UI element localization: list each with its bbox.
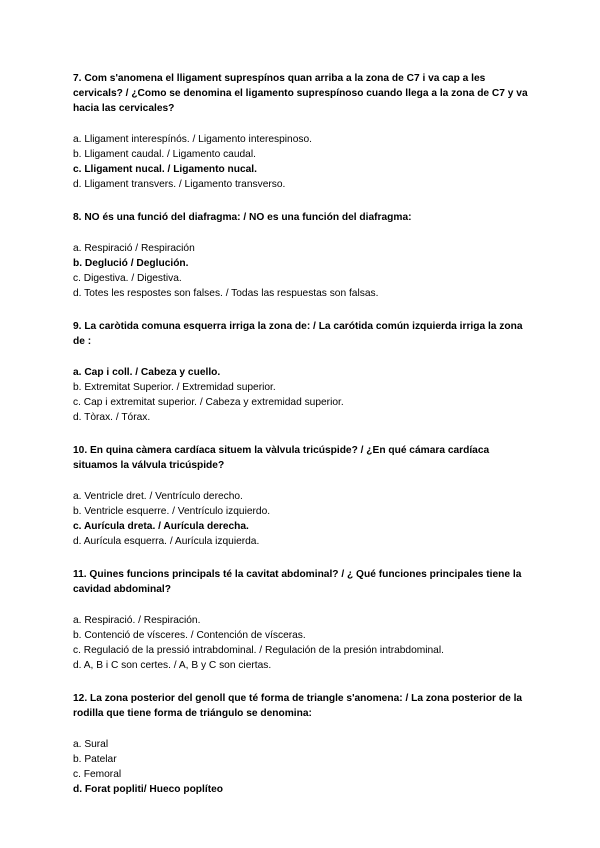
options-list <box>73 613 533 673</box>
option-d: d. Aurícula esquerra. / Aurícula izquierda. <box>73 536 260 547</box>
option-c: c. Regulació de la pressió intrabdominal. / Regulación de la presión intrabdominal. <box>73 645 444 656</box>
question-text: 11. Quines funcions principals té la cavitat abdominal? / ¿ Qué funciones principales tiene la cavidad abdominal? <box>73 569 522 595</box>
option-b: b. Deglució / Deglución. <box>73 258 189 269</box>
option-b: b. Extremitat Superior. / Extremidad superior. <box>73 382 276 393</box>
option-d: d. A, B i C son certes. / A, B y C son ciertas. <box>73 660 272 671</box>
quiz-page <box>73 71 533 815</box>
option-c: c. Digestiva. / Digestiva. <box>73 273 182 284</box>
question-text: 7. Com s'anomena el lligament suprespínos quan arriba a la zona de C7 i va cap a les cervicals? / ¿Como se denomina el ligamento suprespínoso cuando llega a la zona de C7 y va hacia las cervicales? <box>73 73 528 114</box>
option-c: c. Cap i extremitat superior. / Cabeza y extremidad superior. <box>73 397 344 408</box>
option-c: c. Lligament nucal. / Ligamento nucal. <box>73 164 257 175</box>
option-a: a. Sural <box>73 739 109 750</box>
option-a: a. Respiració / Respiración <box>73 243 195 254</box>
option-b: b. Ventricle esquerre. / Ventrículo izquierdo. <box>73 506 271 517</box>
options-list <box>73 489 533 549</box>
options-list <box>73 365 533 425</box>
question-11 <box>73 567 533 673</box>
question-12 <box>73 691 533 797</box>
option-d: d. Lligament transvers. / Ligamento transverso. <box>73 179 286 190</box>
options-list <box>73 737 533 797</box>
question-7 <box>73 71 533 192</box>
option-b: b. Contenció de vísceres. / Contención de vísceras. <box>73 630 306 641</box>
question-9 <box>73 319 533 425</box>
option-b: b. Patelar <box>73 754 117 765</box>
question-text: 10. En quina càmera cardíaca situem la vàlvula tricúspide? / ¿En qué cámara cardíaca situamos la válvula tricúspide? <box>73 445 490 471</box>
option-a: a. Lligament interespínós. / Ligamento interespinoso. <box>73 134 312 145</box>
option-c: c. Aurícula dreta. / Aurícula derecha. <box>73 521 249 532</box>
option-c: c. Femoral <box>73 769 122 780</box>
question-text: 8. NO és una funció del diafragma: / NO es una función del diafragma: <box>73 212 412 223</box>
question-text: 12. La zona posterior del genoll que té forma de triangle s'anomena: / La zona posterior de la rodilla que tiene forma de triángulo se denomina: <box>73 693 523 719</box>
option-a: a. Respiració. / Respiración. <box>73 615 201 626</box>
question-8 <box>73 210 533 301</box>
options-list <box>73 132 533 192</box>
options-list <box>73 241 533 301</box>
option-a: a. Cap i coll. / Cabeza y cuello. <box>73 367 221 378</box>
question-10 <box>73 443 533 549</box>
option-a: a. Ventricle dret. / Ventrículo derecho. <box>73 491 243 502</box>
option-d: d. Totes les respostes son falses. / Todas las respuestas son falsas. <box>73 288 379 299</box>
option-b: b. Lligament caudal. / Ligamento caudal. <box>73 149 256 160</box>
option-d: d. Tòrax. / Tórax. <box>73 412 151 423</box>
option-d: d. Forat popliti/ Hueco poplíteo <box>73 784 223 795</box>
question-text: 9. La caròtida comuna esquerra irriga la zona de: / La carótida común izquierda irriga la zona de : <box>73 321 523 347</box>
